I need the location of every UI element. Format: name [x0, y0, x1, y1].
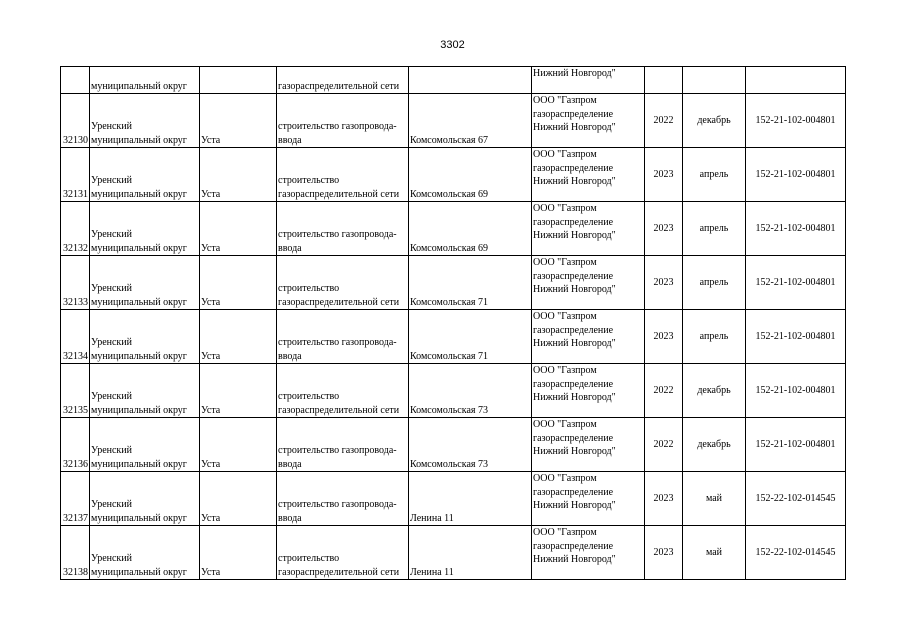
settlement-cell — [200, 67, 277, 94]
organization-line3: Нижний Новгород" — [533, 392, 616, 403]
year-cell: 2023 — [645, 526, 683, 580]
table-row — [61, 256, 846, 310]
month-cell — [683, 67, 746, 94]
street-cell: Комсомольская 69 — [409, 202, 532, 256]
street-cell: Комсомольская 73 — [409, 364, 532, 418]
month-cell: декабрь — [683, 364, 746, 418]
work-type-line1: строительство газопровода- — [278, 499, 397, 510]
row-number-cell: 32136 — [61, 418, 90, 472]
work-type-cell — [277, 310, 409, 364]
organization-line1: ООО "Газпром — [533, 311, 597, 322]
work-type-line1: строительство газопровода- — [278, 121, 397, 132]
row-number-cell: 32137 — [61, 472, 90, 526]
organization-line3: Нижний Новгород" — [533, 284, 616, 295]
organization-cell — [532, 472, 645, 526]
year-cell: 2023 — [645, 148, 683, 202]
work-type-line1: строительство газопровода- — [278, 445, 397, 456]
organization-line2: газораспределение — [533, 270, 614, 282]
organization-line1: ООО "Газпром — [533, 419, 597, 430]
municipality-name: Уренский — [91, 121, 132, 132]
municipality-name: Уренский — [91, 499, 132, 510]
municipality-name: Уренский — [91, 175, 132, 186]
gasification-table — [60, 66, 846, 580]
row-number-cell: 32132 — [61, 202, 90, 256]
month-cell: май — [683, 472, 746, 526]
work-type-line2: газораспределительной сети — [278, 188, 400, 200]
organization-line1: ООО "Газпром — [533, 257, 597, 268]
work-type-cell — [277, 256, 409, 310]
municipality-cell — [90, 256, 200, 310]
work-type-cell — [277, 526, 409, 580]
work-type-cell — [277, 364, 409, 418]
year-cell: 2022 — [645, 418, 683, 472]
code-cell: 152-21-102-004801 — [746, 364, 846, 418]
year-cell: 2023 — [645, 202, 683, 256]
municipality-cell — [90, 202, 200, 256]
table-row — [61, 418, 846, 472]
organization-line1: ООО "Газпром — [533, 473, 597, 484]
settlement-cell: Уста — [200, 364, 277, 418]
month-cell: апрель — [683, 202, 746, 256]
street-cell: Комсомольская 73 — [409, 418, 532, 472]
row-number-cell: 32134 — [61, 310, 90, 364]
work-type-line2: газораспределительной сети — [278, 296, 400, 308]
month-cell: апрель — [683, 148, 746, 202]
organization-line3: Нижний Новгород" — [533, 230, 616, 241]
code-cell: 152-21-102-004801 — [746, 94, 846, 148]
month-cell: декабрь — [683, 418, 746, 472]
municipality-cell: муниципальный округ — [90, 67, 200, 94]
municipality-cell — [90, 472, 200, 526]
table-body — [61, 67, 846, 580]
year-cell: 2022 — [645, 94, 683, 148]
municipality-type: муниципальный округ — [91, 134, 187, 146]
municipality-cell — [90, 364, 200, 418]
organization-line2: газораспределение — [533, 540, 614, 552]
settlement-cell: Уста — [200, 526, 277, 580]
work-type-cell: газораспределительной сети — [277, 67, 409, 94]
organization-line3: Нижний Новгород" — [533, 446, 616, 457]
organization-cell — [532, 256, 645, 310]
municipality-cell — [90, 148, 200, 202]
municipality-type: муниципальный округ — [91, 296, 187, 308]
street-cell: Комсомольская 67 — [409, 94, 532, 148]
work-type-cell — [277, 94, 409, 148]
organization-line2: газораспределение — [533, 162, 614, 174]
organization-cell — [532, 364, 645, 418]
municipality-cell — [90, 526, 200, 580]
municipality-name: Уренский — [91, 337, 132, 348]
municipality-type: муниципальный округ — [91, 512, 187, 524]
table-row — [61, 94, 846, 148]
organization-line2: газораспределение — [533, 216, 614, 228]
organization-cell — [532, 418, 645, 472]
organization-line3: Нижний Новгород" — [533, 500, 616, 511]
work-type-line2: ввода — [278, 458, 302, 470]
code-cell: 152-21-102-004801 — [746, 256, 846, 310]
work-type-line2: ввода — [278, 242, 302, 254]
row-number-cell: 32130 — [61, 94, 90, 148]
table-row — [61, 364, 846, 418]
work-type-cell — [277, 148, 409, 202]
municipality-type: муниципальный округ — [91, 458, 187, 470]
municipality-cell — [90, 94, 200, 148]
row-number-cell: 32138 — [61, 526, 90, 580]
organization-line2: газораспределение — [533, 378, 614, 390]
month-cell: декабрь — [683, 94, 746, 148]
settlement-cell: Уста — [200, 418, 277, 472]
municipality-type: муниципальный округ — [91, 404, 187, 416]
municipality-type: муниципальный округ — [91, 566, 187, 578]
settlement-cell: Уста — [200, 148, 277, 202]
code-cell: 152-21-102-004801 — [746, 418, 846, 472]
organization-line1: ООО "Газпром — [533, 95, 597, 106]
month-cell: май — [683, 526, 746, 580]
organization-line2: газораспределение — [533, 108, 614, 120]
organization-cell: Нижний Новгород" — [532, 67, 645, 94]
table-row-continued — [61, 67, 846, 94]
year-cell: 2023 — [645, 472, 683, 526]
municipality-name: Уренский — [91, 229, 132, 240]
settlement-cell: Уста — [200, 310, 277, 364]
table-row — [61, 472, 846, 526]
month-cell: апрель — [683, 256, 746, 310]
municipality-type: муниципальный округ — [91, 242, 187, 254]
work-type-line1: строительство — [278, 175, 340, 186]
street-cell: Комсомольская 69 — [409, 148, 532, 202]
municipality-type: муниципальный округ — [91, 188, 187, 200]
work-type-line2: ввода — [278, 350, 302, 362]
code-cell — [746, 67, 846, 94]
organization-line2: газораспределение — [533, 486, 614, 498]
municipality-type: муниципальный округ — [91, 350, 187, 362]
code-cell: 152-22-102-014545 — [746, 472, 846, 526]
work-type-line1: строительство газопровода- — [278, 337, 397, 348]
row-number-cell: 32135 — [61, 364, 90, 418]
work-type-line1: строительство — [278, 283, 340, 294]
table-row — [61, 310, 846, 364]
code-cell: 152-21-102-004801 — [746, 202, 846, 256]
street-cell: Ленина 11 — [409, 526, 532, 580]
work-type-cell — [277, 202, 409, 256]
organization-cell — [532, 202, 645, 256]
street-cell — [409, 67, 532, 94]
organization-line2: газораспределение — [533, 324, 614, 336]
page-number: 3302 — [440, 39, 465, 51]
organization-cell — [532, 148, 645, 202]
work-type-cell — [277, 472, 409, 526]
settlement-cell: Уста — [200, 256, 277, 310]
municipality-name: Уренский — [91, 283, 132, 294]
organization-line2: газораспределение — [533, 432, 614, 444]
municipality-name: Уренский — [91, 553, 132, 564]
organization-cell — [532, 94, 645, 148]
organization-line1: ООО "Газпром — [533, 527, 597, 538]
work-type-line1: строительство газопровода- — [278, 229, 397, 240]
work-type-line1: строительство — [278, 391, 340, 402]
organization-line3: Нижний Новгород" — [533, 338, 616, 349]
organization-line3: Нижний Новгород" — [533, 554, 616, 565]
municipality-name: Уренский — [91, 445, 132, 456]
number-cell — [61, 67, 90, 94]
organization-line1: ООО "Газпром — [533, 149, 597, 160]
table-row — [61, 526, 846, 580]
row-number-cell: 32133 — [61, 256, 90, 310]
row-number-cell: 32131 — [61, 148, 90, 202]
work-type-line2: ввода — [278, 134, 302, 146]
street-cell: Комсомольская 71 — [409, 310, 532, 364]
organization-line1: ООО "Газпром — [533, 365, 597, 376]
organization-line3: Нижний Новгород" — [533, 176, 616, 187]
code-cell: 152-21-102-004801 — [746, 148, 846, 202]
year-cell: 2023 — [645, 256, 683, 310]
street-cell: Ленина 11 — [409, 472, 532, 526]
year-cell — [645, 67, 683, 94]
municipality-cell — [90, 418, 200, 472]
work-type-line2: газораспределительной сети — [278, 404, 400, 416]
settlement-cell: Уста — [200, 94, 277, 148]
code-cell: 152-22-102-014545 — [746, 526, 846, 580]
street-cell: Комсомольская 71 — [409, 256, 532, 310]
municipality-cell — [90, 310, 200, 364]
work-type-line2: ввода — [278, 512, 302, 524]
month-cell: апрель — [683, 310, 746, 364]
table-row — [61, 202, 846, 256]
municipality-name: Уренский — [91, 391, 132, 402]
work-type-line1: строительство — [278, 553, 340, 564]
table-row — [61, 148, 846, 202]
work-type-cell — [277, 418, 409, 472]
organization-cell — [532, 526, 645, 580]
year-cell: 2023 — [645, 310, 683, 364]
year-cell: 2022 — [645, 364, 683, 418]
organization-line3: Нижний Новгород" — [533, 122, 616, 133]
settlement-cell: Уста — [200, 202, 277, 256]
organization-cell — [532, 310, 645, 364]
organization-line1: ООО "Газпром — [533, 203, 597, 214]
work-type-line2: газораспределительной сети — [278, 566, 400, 578]
settlement-cell: Уста — [200, 472, 277, 526]
code-cell: 152-21-102-004801 — [746, 310, 846, 364]
